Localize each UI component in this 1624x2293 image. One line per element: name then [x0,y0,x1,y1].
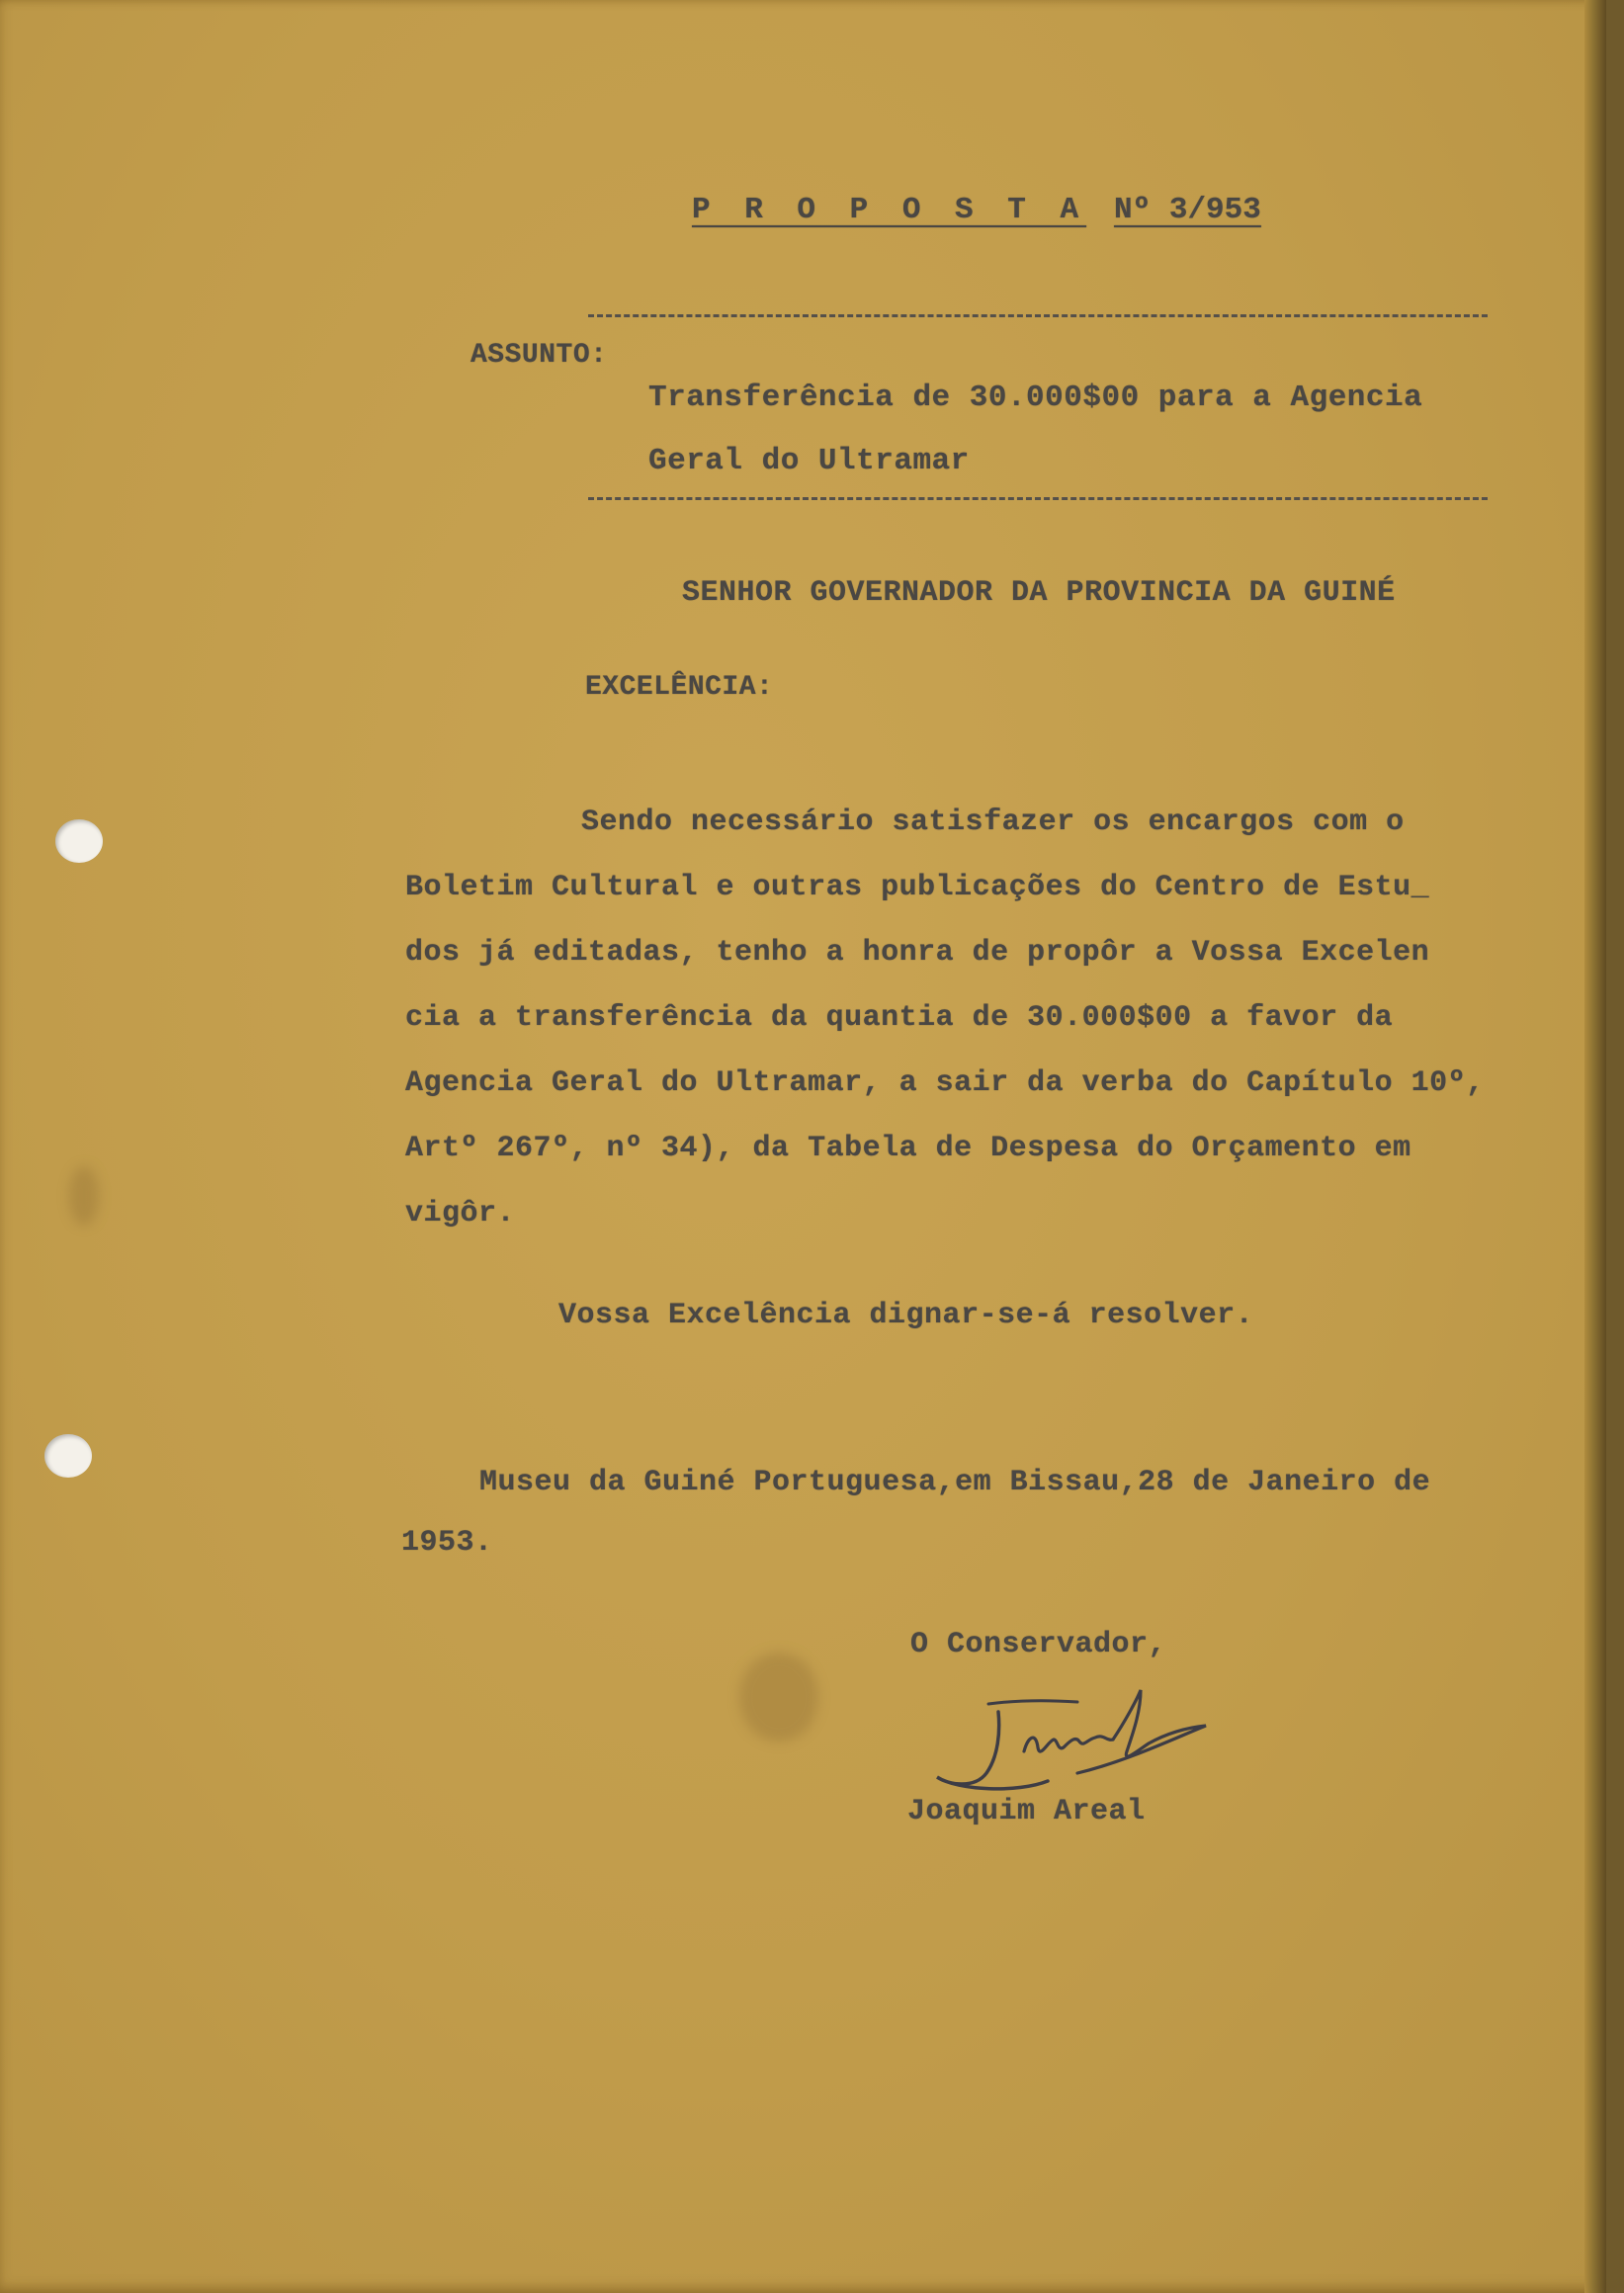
handwritten-signature [929,1682,1216,1801]
closing-line: Vossa Excelência dignar-se-á resolver. [558,1299,1254,1332]
body-line: Artº 267º, nº 34), da Tabela de Despesa do Orçamento em [405,1132,1411,1165]
body-line: cia a transferência da quantia de 30.000$00 a favor da [405,1001,1394,1035]
paper-stain [739,1653,818,1741]
title-word: P R O P O S T A [692,193,1087,227]
divider [588,497,1488,500]
subject-label: ASSUNTO: [470,340,608,371]
punch-hole [44,1434,92,1478]
body-line: dos já editadas, tenho a honra de propôr a Vossa Excelen [405,936,1430,970]
place-date-line: Museu da Guiné Portuguesa,em Bissau,28 de Janeiro de [479,1466,1431,1499]
body-line: Sendo necessário satisfazer os encargos com o [581,806,1405,839]
signatory-name: Joaquim Areal [907,1795,1146,1828]
punch-hole [55,819,103,863]
proposal-number: Nº 3/953 [1114,193,1261,227]
body-line: Agencia Geral do Ultramar, a sair da verba do Capítulo 10º, [405,1066,1485,1100]
addressee: SENHOR GOVERNADOR DA PROVINCIA DA GUINÉ [682,576,1396,610]
divider [588,314,1488,317]
signatory-role: O Conservador, [910,1628,1167,1661]
place-date-line: 1953. [401,1526,493,1560]
subject-line: Transferência de 30.000$00 para a Agencia [648,381,1423,415]
salutation: EXCELÊNCIA: [585,672,774,703]
document-title [692,193,1261,227]
body-line: vigôr. [405,1197,516,1231]
subject-line: Geral do Ultramar [648,444,970,478]
body-line: Boletim Cultural e outras publicações do Centro de Estu_ [405,871,1430,904]
paper-stain [69,1166,99,1226]
page-edge [1584,0,1606,2293]
